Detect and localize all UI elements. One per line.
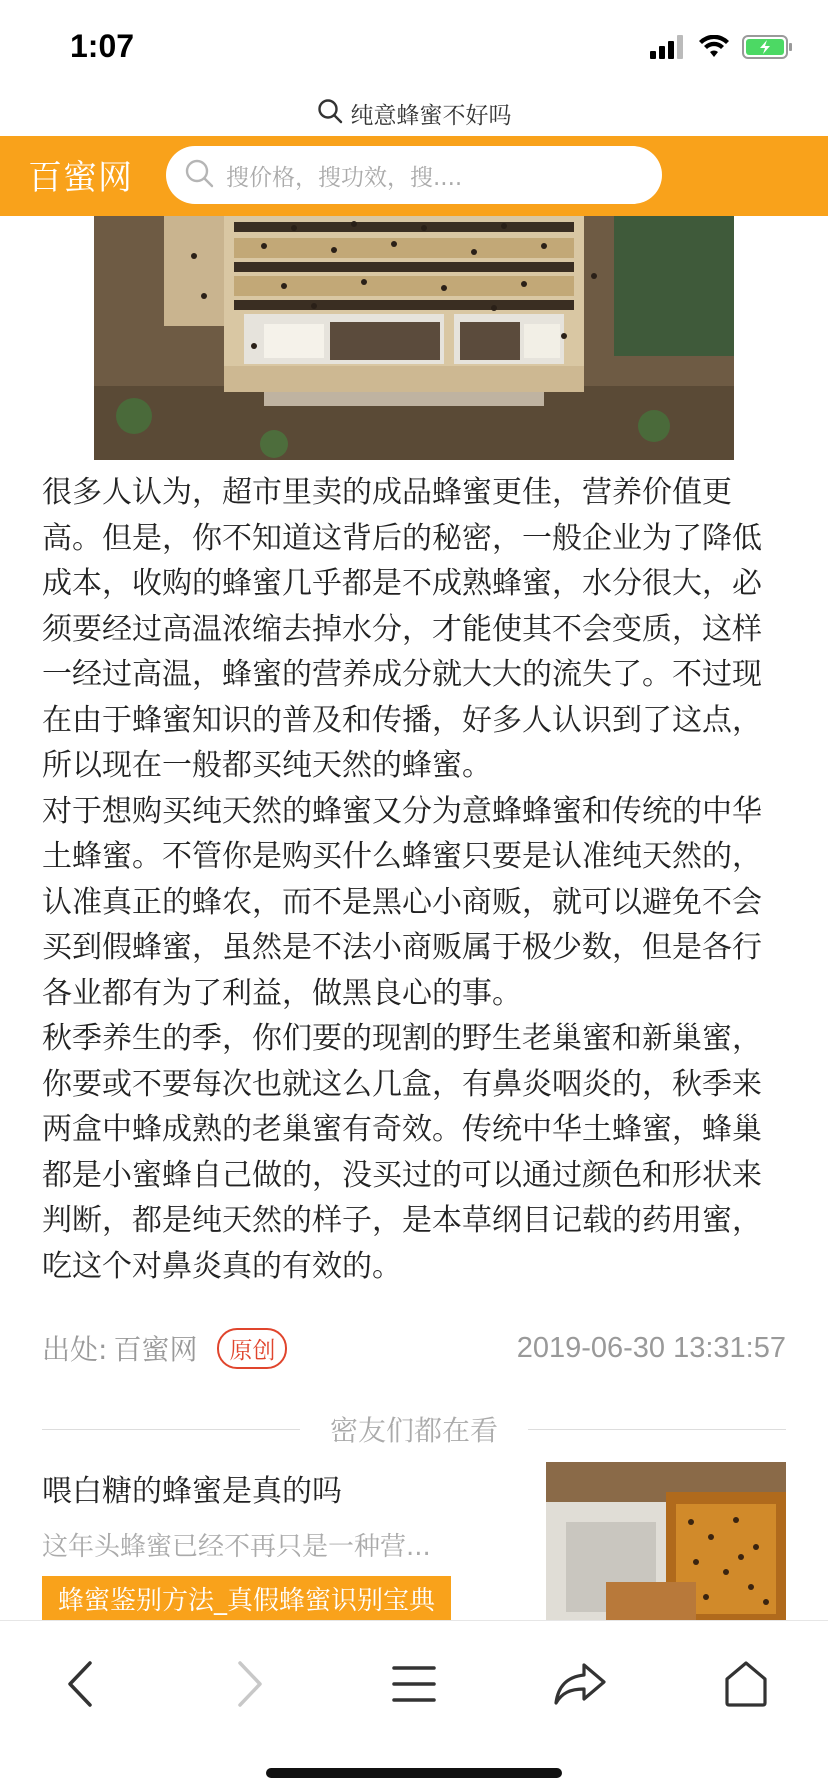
search-icon (317, 98, 343, 128)
original-badge: 原创 (217, 1328, 287, 1369)
article-paragraph: 秋季养生的季，你们要的现割的野生老巢蜜和新巢蜜，你要或不要每次也就这么几盒，有鼻炎咽炎的，秋季来两盒中蜂成熟的老巢蜜有奇效。传统中华土蜂蜜，蜂巢都是小蜜蜂自己做的，没买过的可以通过颜色和形状来判断，都是纯天然的样子，是本草纲目记载的药用蜜，吃这个对鼻炎真的有效的。 (42, 1021, 762, 1284)
article-paragraph: 很多人认为，超市里卖的成品蜂蜜更佳，营养价值更高。但是，你不知道这背后的秘密，一般企业为了降低成本，收购的蜂蜜几乎都是不成熟蜂蜜，水分很大，必须要经过高温浓缩去掉水分，才能使其不会变质，这样一经过高温，蜂蜜的营养成分就大大的流失了。不过现在由于蜂蜜知识的普及和传播，好多人认识到了这点，所以现在一般都买纯天然的蜂蜜。 (42, 475, 762, 783)
related-article-summary: 这年头蜂蜜已经不再只是一种营... (42, 1532, 431, 1562)
url-bar[interactable] (0, 90, 828, 136)
article-meta (42, 1326, 786, 1370)
home-icon (721, 1659, 771, 1713)
back-icon (62, 1659, 102, 1713)
site-logo[interactable]: 百蜜网 (28, 158, 133, 198)
article-body (42, 470, 790, 1289)
related-article-thumbnail[interactable] (546, 1462, 786, 1622)
source-label: 出处: (42, 1333, 108, 1366)
article-paragraph: 对于想购买纯天然的蜂蜜又分为意蜂蜂蜜和传统的中华土蜂蜜。不管你是购买什么蜂蜜只要是认准纯天然的，认准真正的蜂农，而不是黑心小商贩，就可以避免不会买到假蜂蜜，虽然是不法小商贩属于极少数，但是各行各业都有为了利益，做黑良心的事。 (42, 793, 762, 1011)
divider (42, 1429, 300, 1430)
forward-icon (228, 1659, 268, 1713)
related-article-title[interactable]: 喂白糖的蜂蜜是真的吗 (42, 1474, 342, 1509)
share-button[interactable] (540, 1651, 620, 1721)
related-article-item[interactable] (42, 1462, 786, 1622)
battery-charging-icon (742, 34, 794, 64)
status-icons (650, 34, 794, 64)
related-section-title: 密友们都在看 (330, 1414, 499, 1447)
article-source (42, 1328, 197, 1368)
site-search-input[interactable] (166, 146, 662, 204)
divider (528, 1429, 786, 1430)
menu-icon (392, 1664, 436, 1708)
wifi-icon (698, 35, 730, 63)
signal-icon (650, 35, 686, 63)
related-section-header (42, 1404, 786, 1454)
search-icon (184, 158, 214, 192)
source-name[interactable]: 百蜜网 (113, 1333, 198, 1366)
related-article-tag[interactable]: 蜂蜜鉴别方法_真假蜂蜜识别宝典 (42, 1576, 451, 1621)
share-icon (552, 1661, 608, 1711)
home-button[interactable] (706, 1651, 786, 1721)
search-placeholder: 搜价格，搜功效，搜.... (226, 164, 463, 191)
url-text: 纯意蜂蜜不好吗 (350, 102, 512, 129)
forward-button[interactable] (208, 1651, 288, 1721)
browser-toolbar (0, 1620, 828, 1792)
site-header (0, 136, 828, 216)
back-button[interactable] (42, 1651, 122, 1721)
status-bar (0, 0, 828, 96)
status-time: 1:07 (70, 28, 135, 64)
home-indicator[interactable] (266, 1768, 562, 1778)
menu-button[interactable] (374, 1651, 454, 1721)
article-image (94, 216, 734, 460)
publish-date: 2019-06-30 13:31:57 (516, 1331, 786, 1364)
